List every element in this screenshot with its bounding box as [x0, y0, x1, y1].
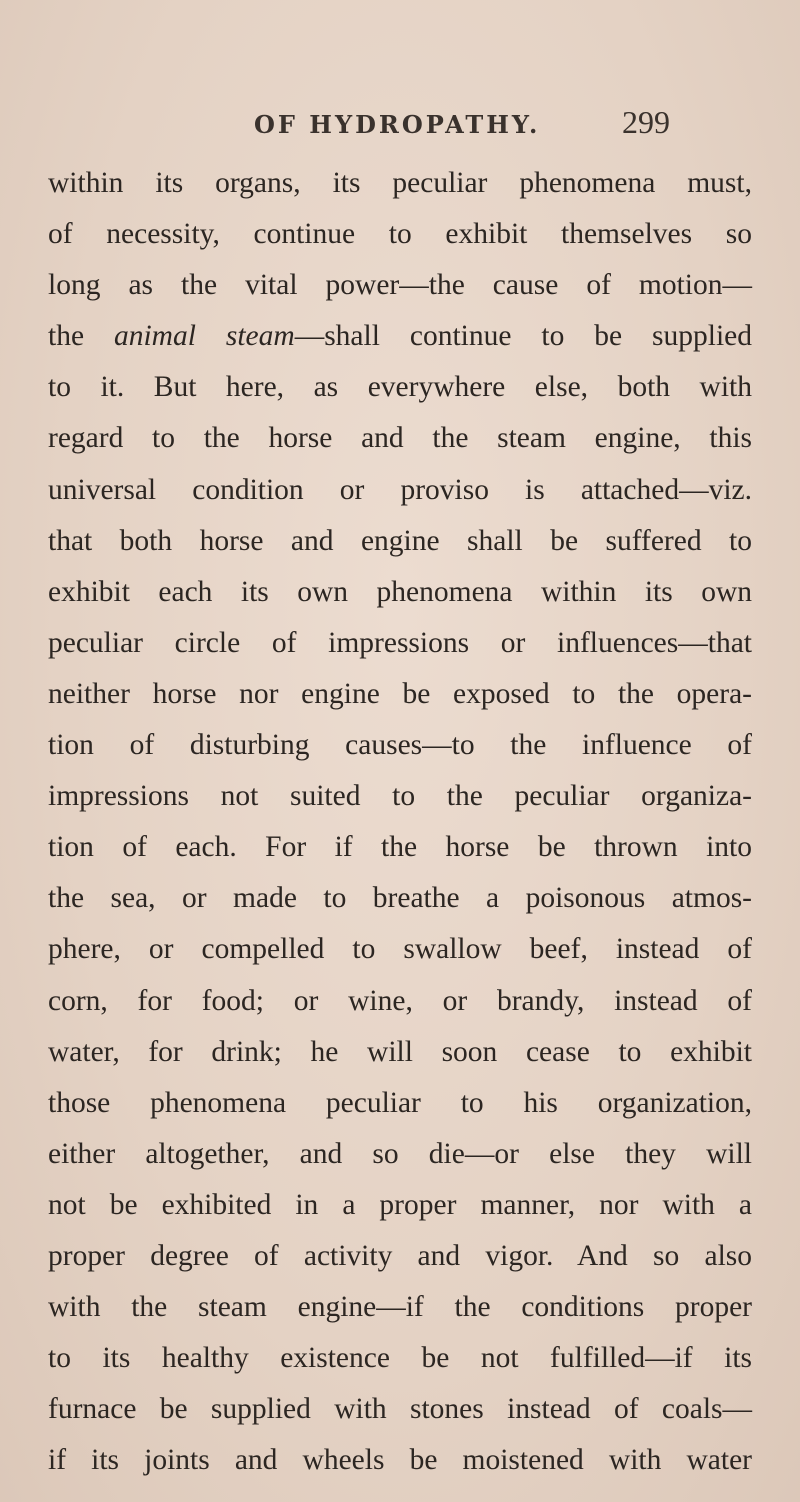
text-line: universal condition or proviso is attached—viz. [48, 473, 752, 506]
running-head [0, 104, 800, 144]
text-line: phere, or compelled to swallow beef, instead of [48, 933, 752, 966]
text-line: proper degree of activity and vigor. And so also [48, 1239, 752, 1272]
text-segment: the [48, 320, 114, 353]
text-line [48, 311, 752, 362]
text-line: that both horse and engine shall be suffered to [48, 524, 752, 557]
italic-phrase: animal steam [113, 320, 295, 353]
text-line: with the steam engine—if the conditions proper [48, 1291, 752, 1324]
text-line: those phenomena peculiar to his organization, [48, 1086, 752, 1119]
text-line: corn, for food; or wine, or brandy, instead of [48, 984, 752, 1017]
text-line: long as the vital power—the cause of motion— [48, 269, 752, 302]
text-line: either altogether, and so die—or else they will [48, 1137, 752, 1170]
text-line: not be exhibited in a proper manner, nor with a [48, 1188, 752, 1221]
text-line: to it. But here, as everywhere else, both with [48, 371, 752, 404]
running-head-title: OF HYDROPATHY. [254, 110, 541, 139]
page-number: 299 [622, 104, 670, 140]
text-line: of necessity, continue to exhibit themselves so [48, 218, 752, 251]
text-line: water, for drink; he will soon cease to exhibit [48, 1035, 752, 1068]
text-line: within its organs, its peculiar phenomena must, [48, 167, 752, 199]
text-line: to its healthy existence be not fulfilled—if its [48, 1342, 752, 1375]
text-line: impressions not suited to the peculiar organiza- [48, 780, 752, 813]
text-line: tion of disturbing causes—to the influence of [48, 729, 752, 762]
text-segment: —shall continue to be supplied [294, 320, 752, 353]
text-line: furnace be supplied with stones instead of coals— [48, 1393, 752, 1426]
text-line: tion of each. For if the horse be thrown into [48, 831, 752, 864]
text-line: exhibit each its own phenomena within its own [48, 575, 752, 608]
text-line: neither horse nor engine be exposed to the opera- [48, 677, 752, 710]
text-line: peculiar circle of impressions or influences—that [48, 626, 752, 659]
text-line: the sea, or made to breathe a poisonous atmos- [48, 882, 752, 915]
text-line: regard to the horse and the steam engine, this [48, 422, 752, 455]
text-line: if its joints and wheels be moistened with water [48, 1444, 752, 1477]
body-text [48, 158, 752, 1486]
